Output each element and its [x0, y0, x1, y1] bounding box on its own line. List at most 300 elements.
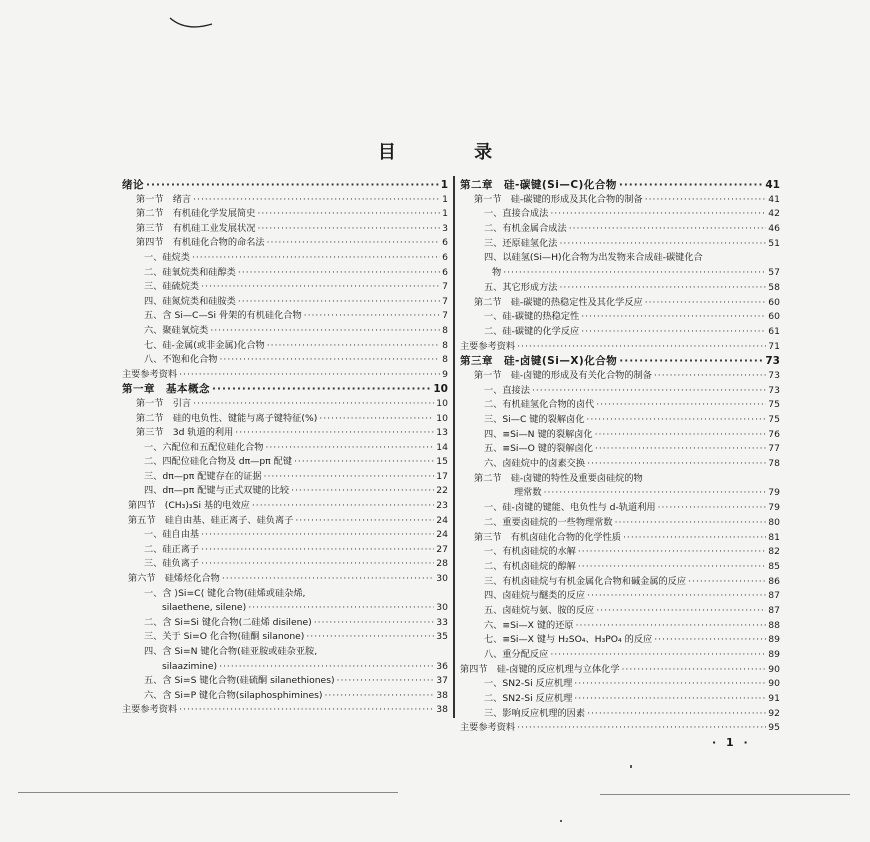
- toc-entry: [460, 442, 780, 457]
- toc-entry-title: 第三节 3d 轨道的利用: [136, 427, 234, 439]
- toc-entry: [460, 677, 780, 692]
- toc-entry-page: 10: [436, 412, 448, 424]
- toc-entry-page: 22: [436, 485, 448, 497]
- toc-leader-dots: [645, 296, 767, 311]
- toc-entry-title: 六、含 Si=P 键化合物(silaphosphimines): [144, 689, 323, 701]
- toc-entry-title: 三、还原硅氢化法: [484, 237, 558, 249]
- toc-entry-title: 第二节 硅-卤键的特性及重要卤硅烷的物: [474, 472, 643, 484]
- toc-entry-title: 第一章 基本概念: [122, 383, 210, 396]
- toc-entry-page: 80: [768, 516, 780, 528]
- toc-leader-dots: [658, 501, 767, 516]
- toc-entry: [122, 207, 448, 222]
- toc-entry-page: 71: [768, 340, 780, 352]
- toc-leader-dots: [235, 426, 434, 441]
- toc-entry: [460, 575, 780, 590]
- toc-entry-page: 92: [768, 707, 780, 719]
- toc-entry: [122, 455, 448, 470]
- toc-entry-page: 85: [768, 560, 780, 572]
- toc-entry: [122, 441, 448, 456]
- toc-entry-page: 37: [436, 675, 448, 687]
- toc-entry-title: 物: [492, 267, 502, 279]
- toc-entry: [460, 193, 780, 208]
- toc-entry-title: 六、卤硅烷中的卤素交换: [484, 458, 586, 470]
- toc-leader-dots: [574, 677, 766, 692]
- toc-entry-title: 第四节 硅-卤键的反应机理与立体化学: [460, 663, 620, 675]
- toc-entry-title: 一、硅-卤键的键能、电负性与 d-轨道利用: [484, 502, 656, 514]
- toc-entry-title: 第二节 硅-碳键的热稳定性及其化学反应: [474, 296, 643, 308]
- toc-entry-title: 四、≡Si—N 键的裂解卤化: [484, 428, 593, 440]
- toc-entry: [122, 601, 448, 616]
- toc-entry-page: 38: [436, 689, 448, 701]
- toc-entry: [460, 531, 780, 546]
- toc-entry-title: 三、有机卤硅烷与有机金属化合物和碱金属的反应: [484, 575, 687, 587]
- toc-leader-dots: [595, 428, 767, 443]
- toc-entry-page: 51: [768, 237, 780, 249]
- toc-entry-title: 二、硅氧烷类和硅醇类: [144, 266, 236, 278]
- toc-entry-title: 四、含 Si=N 键化合物(硅亚胺或硅杂亚胺,: [144, 646, 318, 657]
- scan-edge-line-right: [600, 794, 850, 795]
- toc-entry-page: 1: [442, 208, 448, 220]
- toc-entry-page: 73: [768, 369, 780, 381]
- toc-entry: [460, 340, 780, 355]
- toc-entry-title: 二、硅-碳键的化学反应: [484, 325, 580, 337]
- page-number: · 1 ·: [712, 736, 751, 749]
- toc-entry-page: 33: [436, 616, 448, 628]
- toc-entry-page: 8: [442, 324, 448, 336]
- toc-entry-title: 第二节 有机硅化学发展简史: [136, 208, 256, 220]
- toc-entry-title: 主要参考资料: [460, 340, 516, 352]
- top-pen-mark: [168, 14, 218, 34]
- toc-entry-title: 二、硅正离子: [144, 543, 200, 555]
- toc-entry-page: 57: [768, 267, 780, 279]
- toc-entry-title: silaethene, silene): [162, 602, 247, 614]
- toc-entry-page: 61: [768, 325, 780, 337]
- toc-entry-title: 三、硅负离子: [144, 558, 200, 570]
- toc-entry-page: 77: [768, 443, 780, 455]
- toc-leader-dots: [654, 633, 766, 648]
- toc-entry: [460, 486, 780, 501]
- toc-leader-dots: [581, 325, 766, 340]
- toc-entry: [460, 251, 780, 266]
- toc-entry: [460, 325, 780, 340]
- toc-entry-title: silaazimine): [162, 660, 218, 672]
- toc-entry: [460, 721, 780, 736]
- toc-entry: [122, 557, 448, 572]
- column-divider: [453, 176, 455, 718]
- toc-entry-page: 41: [765, 179, 780, 191]
- toc-leader-dots: [304, 309, 440, 324]
- toc-entry-page: 91: [768, 693, 780, 705]
- toc-entry-title: 第四节 有机硅化合物的命名法: [136, 237, 265, 249]
- toc-leader-dots: [596, 398, 766, 413]
- toc-entry-page: 46: [768, 223, 780, 235]
- toc-leader-dots: [550, 207, 766, 222]
- toc-entry-title: 三、Si—C 键的裂解卤化: [484, 414, 585, 425]
- toc-entry-page: 82: [768, 546, 780, 558]
- toc-entry: [460, 310, 780, 325]
- toc-leader-dots: [306, 630, 434, 645]
- toc-entry-page: 87: [768, 590, 780, 602]
- toc-entry-page: 15: [436, 456, 448, 468]
- toc-entry: [122, 616, 448, 631]
- toc-entry-title: 第一节 硅-卤键的形成及有关化合物的制备: [474, 369, 652, 381]
- toc-leader-dots: [578, 545, 766, 560]
- toc-entry-title: 一、硅自由基: [144, 529, 200, 541]
- toc-leader-dots: [267, 339, 440, 354]
- toc-entry-page: 79: [768, 487, 780, 499]
- toc-leader-dots: [291, 484, 434, 499]
- toc-leader-dots: [550, 648, 766, 663]
- toc-leader-dots: [210, 324, 440, 339]
- toc-entry-title: 三、影响反应机理的因素: [484, 707, 586, 719]
- toc-entry-page: 7: [442, 295, 448, 307]
- toc-leader-dots: [294, 455, 434, 470]
- toc-entry-page: 81: [768, 531, 780, 543]
- toc-leader-dots: [578, 560, 766, 575]
- toc-leader-dots: [587, 589, 766, 604]
- toc-entry-title: 主要参考资料: [122, 704, 178, 716]
- toc-entry-title: 一、SN2-Si 反应机理: [484, 678, 573, 690]
- toc-entry-title: 三、硅硫烷类: [144, 281, 200, 293]
- toc-entry-title: 二、SN2-Si 反应机理: [484, 693, 573, 705]
- toc-leader-dots: [212, 382, 431, 397]
- toc-leader-dots: [319, 412, 434, 427]
- toc-entry: [122, 689, 448, 704]
- toc-leader-dots: [503, 266, 766, 281]
- toc-entry-page: 10: [436, 397, 448, 409]
- toc-entry: [122, 587, 448, 602]
- toc-entry: [460, 501, 780, 516]
- toc-entry: [122, 703, 448, 718]
- toc-entry-title: 绪论: [122, 179, 144, 191]
- toc-entry: [122, 412, 448, 427]
- toc-leader-dots: [179, 703, 434, 718]
- toc-entry-page: 24: [436, 514, 448, 526]
- toc-leader-dots: [619, 354, 763, 369]
- toc-entry: [122, 397, 448, 412]
- toc-leader-dots: [201, 528, 434, 543]
- toc-entry-title: 一、直接合成法: [484, 208, 549, 220]
- toc-leader-dots: [219, 660, 434, 675]
- toc-left-column: [122, 178, 448, 718]
- toc-leader-dots: [257, 222, 440, 237]
- toc-entry-page: 7: [442, 281, 448, 293]
- toc-entry-page: 75: [768, 414, 780, 425]
- toc-entry: [122, 660, 448, 675]
- toc-entry: [122, 572, 448, 587]
- toc-entry-title: 五、≡Si—O 键的裂解卤化: [484, 443, 593, 455]
- toc-leader-dots: [265, 441, 434, 456]
- toc-entry-page: 42: [768, 208, 780, 220]
- toc-entry-title: 三、关于 Si=O 化合物(硅酮 silanone): [144, 631, 305, 643]
- toc-entry-page: 30: [436, 573, 448, 585]
- toc-entry: [460, 222, 780, 237]
- toc-leader-dots: [596, 604, 766, 619]
- toc-entry-title: 四、硅氮烷类和硅胺类: [144, 295, 236, 307]
- scan-edge-line: [18, 792, 398, 793]
- toc-entry: [460, 560, 780, 575]
- toc-entry: [460, 707, 780, 722]
- toc-entry-page: 14: [436, 441, 448, 453]
- toc-entry-title: 二、四配位硅化合物及 dπ—pπ 配键: [144, 456, 293, 468]
- toc-entry: [460, 178, 780, 193]
- toc-entry-title: 八、不饱和化合物: [144, 354, 218, 366]
- toc-entry: [460, 207, 780, 222]
- toc-entry: [460, 281, 780, 296]
- toc-entry-page: 9: [442, 368, 448, 380]
- toc-entry: [460, 472, 780, 487]
- toc-leader-dots: [295, 514, 434, 529]
- toc-leader-dots: [560, 237, 767, 252]
- toc-entry: [460, 516, 780, 531]
- toc-entry-page: 38: [436, 704, 448, 716]
- toc-entry: [122, 280, 448, 295]
- toc-leader-dots: [252, 499, 434, 514]
- toc-entry-title: 一、有机卤硅烷的水解: [484, 546, 576, 558]
- toc-leader-dots: [264, 470, 435, 485]
- toc-entry-title: 一、六配位和五配位硅化合物: [144, 441, 264, 453]
- toc-entry-page: 27: [436, 543, 448, 555]
- toc-entry-page: 23: [436, 500, 448, 512]
- toc-entry-title: 八、重分配反应: [484, 649, 549, 660]
- toc-entry-page: 6: [442, 266, 448, 278]
- toc-entry: [460, 354, 780, 369]
- toc-entry-title: 第三节 有机卤硅化合物的化学性质: [474, 531, 621, 543]
- toc-entry: [122, 630, 448, 645]
- toc-leader-dots: [587, 457, 766, 472]
- toc-entry-page: 1: [442, 193, 448, 205]
- toc-leader-dots: [220, 353, 441, 368]
- toc-entry-page: 8: [442, 339, 448, 351]
- toc-entry-page: 75: [768, 399, 780, 411]
- toc-leader-dots: [587, 707, 766, 722]
- page-title: 目 录: [377, 142, 529, 163]
- toc-entry: [122, 543, 448, 558]
- toc-entry-page: 60: [768, 296, 780, 308]
- toc-leader-dots: [595, 442, 766, 457]
- toc-entry-title: 理常数: [514, 487, 542, 499]
- toc-entry-page: 35: [436, 631, 448, 643]
- toc-leader-dots: [222, 572, 434, 587]
- toc-leader-dots: [248, 601, 434, 616]
- toc-entry: [122, 324, 448, 339]
- toc-leader-dots: [576, 619, 767, 634]
- toc-entry-title: 一、含 ⟩Si=C⟨ 键化合物(硅烯或硅杂烯,: [144, 587, 306, 599]
- toc-entry-title: 一、硅烷类: [144, 251, 190, 263]
- toc-leader-dots: [654, 369, 766, 384]
- toc-entry: [460, 296, 780, 311]
- toc-entry: [460, 633, 780, 648]
- toc-entry-page: 17: [436, 470, 448, 482]
- toc-entry: [460, 413, 780, 428]
- toc-leader-dots: [257, 207, 440, 222]
- toc-entry: [460, 604, 780, 619]
- toc-entry-title: 四、卤硅烷与醚类的反应: [484, 590, 586, 602]
- toc-leader-dots: [238, 266, 440, 281]
- toc-entry: [122, 645, 448, 660]
- toc-entry: [460, 398, 780, 413]
- toc-leader-dots: [193, 397, 434, 412]
- scan-speck-2: [560, 820, 562, 822]
- toc-entry: [122, 353, 448, 368]
- toc-entry-title: 第五节 硅自由基、硅正离子、硅负离子: [128, 514, 294, 526]
- toc-entry-title: 第一节 绪言: [136, 193, 192, 205]
- toc-entry-page: 1: [440, 179, 448, 191]
- toc-entry-page: 86: [768, 575, 780, 587]
- toc-entry-title: 第三章 硅-卤键(Si—X)化合物: [460, 355, 618, 368]
- toc-entry-title: 主要参考资料: [122, 368, 178, 380]
- toc-entry-page: 87: [768, 604, 780, 616]
- toc-entry-title: 四、dπ—pπ 配键与正式双键的比较: [144, 485, 290, 497]
- toc-leader-dots: [193, 193, 440, 208]
- scan-speck: [630, 765, 632, 768]
- toc-leader-dots: [238, 295, 440, 310]
- toc-leader-dots: [645, 193, 767, 208]
- toc-entry-title: 一、直接法: [484, 384, 530, 396]
- toc-entry-title: 五、含 Si—C—Si 骨架的有机硅化合物: [144, 310, 302, 322]
- toc-entry: [122, 470, 448, 485]
- toc-entry: [122, 382, 448, 397]
- toc-entry: [460, 648, 780, 663]
- toc-entry-page: 95: [768, 722, 780, 734]
- toc-entry-title: 第一节 硅-碳键的形成及其化合物的制备: [474, 193, 643, 205]
- toc-leader-dots: [586, 413, 766, 428]
- toc-entry-page: 88: [768, 619, 780, 631]
- toc-entry: [122, 514, 448, 529]
- toc-entry-title: 二、重要卤硅烷的一些物理常数: [484, 516, 613, 528]
- toc-entry: [460, 619, 780, 634]
- toc-leader-dots: [192, 251, 440, 266]
- toc-entry-page: 8: [442, 354, 448, 366]
- toc-entry-page: 28: [436, 558, 448, 570]
- toc-entry-page: 13: [436, 427, 448, 439]
- toc-leader-dots: [201, 543, 434, 558]
- toc-entry-title: 七、≡Si—X 键与 H₂SO₄、H₃PO₄ 的反应: [484, 634, 653, 646]
- toc-leader-dots: [544, 486, 767, 501]
- toc-entry-title: 五、其它形成方法: [484, 281, 558, 293]
- toc-leader-dots: [517, 721, 766, 736]
- toc-entry: [122, 236, 448, 251]
- toc-entry: [122, 222, 448, 237]
- toc-entry: [122, 178, 448, 193]
- toc-entry-page: 7: [442, 310, 448, 322]
- toc-entry-page: 41: [768, 193, 780, 205]
- toc-leader-dots: [146, 178, 439, 193]
- toc-leader-dots: [179, 368, 440, 383]
- toc-entry-title: 二、有机金属合成法: [484, 223, 567, 235]
- toc-leader-dots: [267, 236, 441, 251]
- toc-entry-title: 第三节 有机硅工业发展状况: [136, 222, 256, 234]
- toc-entry: [122, 368, 448, 383]
- toc-entry: [122, 426, 448, 441]
- toc-entry-title: 六、聚硅氧烷类: [144, 324, 209, 336]
- toc-entry-title: 四、以硅氢(Si—H)化合物为出发物来合成硅-碳键化合: [484, 252, 703, 264]
- toc-entry-title: 五、卤硅烷与氨、胺的反应: [484, 604, 595, 616]
- toc-leader-dots: [517, 340, 766, 355]
- toc-entry: [460, 384, 780, 399]
- toc-entry-page: 73: [765, 355, 780, 368]
- toc-entry-title: 三、dπ—pπ 配键存在的证据: [144, 470, 262, 482]
- toc-leader-dots: [337, 674, 435, 689]
- toc-entry: [460, 545, 780, 560]
- toc-entry: [122, 339, 448, 354]
- toc-entry-page: 89: [768, 649, 780, 660]
- toc-leader-dots: [581, 310, 766, 325]
- toc-entry: [460, 589, 780, 604]
- toc-leader-dots: [623, 531, 766, 546]
- toc-entry-title: 第二章 硅-碳键(Si—C)化合物: [460, 179, 617, 191]
- toc-leader-dots: [201, 280, 440, 295]
- toc-entry-title: 五、含 Si=S 键化合物(硅硫酮 silanethiones): [144, 675, 335, 687]
- toc-entry-title: 第一节 引言: [136, 397, 192, 409]
- toc-entry: [122, 295, 448, 310]
- toc-entry: [122, 528, 448, 543]
- toc-leader-dots: [688, 575, 766, 590]
- toc-entry: [122, 674, 448, 689]
- toc-leader-dots: [560, 281, 767, 296]
- toc-entry-page: 60: [768, 311, 780, 323]
- toc-entry-title: 二、有机卤硅烷的醇解: [484, 560, 576, 572]
- toc-entry-page: 58: [768, 281, 780, 293]
- toc-entry: [460, 663, 780, 678]
- toc-entry-page: 24: [436, 529, 448, 541]
- toc-entry-page: 36: [436, 660, 448, 672]
- toc-entry: [122, 484, 448, 499]
- toc-leader-dots: [615, 516, 767, 531]
- toc-leader-dots: [325, 689, 435, 704]
- toc-entry-title: 六、≡Si—X 键的还原: [484, 619, 574, 631]
- toc-entry: [460, 692, 780, 707]
- toc-entry-title: 七、硅-金属(或非金属)化合物: [144, 339, 265, 351]
- toc-right-column: [460, 178, 780, 736]
- toc-leader-dots: [532, 384, 766, 399]
- toc-leader-dots: [201, 557, 434, 572]
- toc-entry-page: 90: [768, 678, 780, 690]
- toc-entry-title: 二、含 Si=Si 键化合物(二硅烯 disilene): [144, 616, 312, 628]
- toc-entry-page: 30: [436, 602, 448, 614]
- toc-entry-page: 76: [768, 428, 780, 440]
- toc-entry-page: 3: [442, 222, 448, 234]
- toc-entry-page: 89: [768, 634, 780, 646]
- toc-entry-page: 6: [442, 251, 448, 263]
- toc-entry-page: 79: [768, 502, 780, 514]
- toc-entry-title: 二、有机硅氢化合物的卤代: [484, 399, 595, 411]
- toc-entry-title: 一、硅-碳键的热稳定性: [484, 311, 580, 323]
- toc-entry: [460, 266, 780, 281]
- toc-entry-title: 第四节 (CH₃)₃Si 基的电效应: [128, 500, 250, 512]
- toc-entry: [122, 309, 448, 324]
- toc-leader-dots: [569, 222, 767, 237]
- toc-leader-dots: [574, 692, 766, 707]
- toc-entry: [460, 428, 780, 443]
- toc-leader-dots: [619, 178, 764, 193]
- toc-entry: [122, 193, 448, 208]
- toc-entry-page: 6: [442, 237, 448, 249]
- toc-entry: [122, 266, 448, 281]
- toc-entry: [122, 251, 448, 266]
- toc-entry-title: 主要参考资料: [460, 722, 516, 734]
- toc-leader-dots: [622, 663, 767, 678]
- toc-entry-page: 78: [768, 458, 780, 470]
- toc-entry: [460, 237, 780, 252]
- toc-entry: [460, 369, 780, 384]
- toc-entry-title: 第六节 硅烯烃化合物: [128, 573, 220, 585]
- toc-entry: [122, 499, 448, 514]
- toc-leader-dots: [314, 616, 435, 631]
- toc-entry-page: 90: [768, 663, 780, 675]
- toc-entry-title: 第二节 硅的电负性、键能与离子键特征(%): [136, 412, 318, 424]
- toc-entry: [460, 457, 780, 472]
